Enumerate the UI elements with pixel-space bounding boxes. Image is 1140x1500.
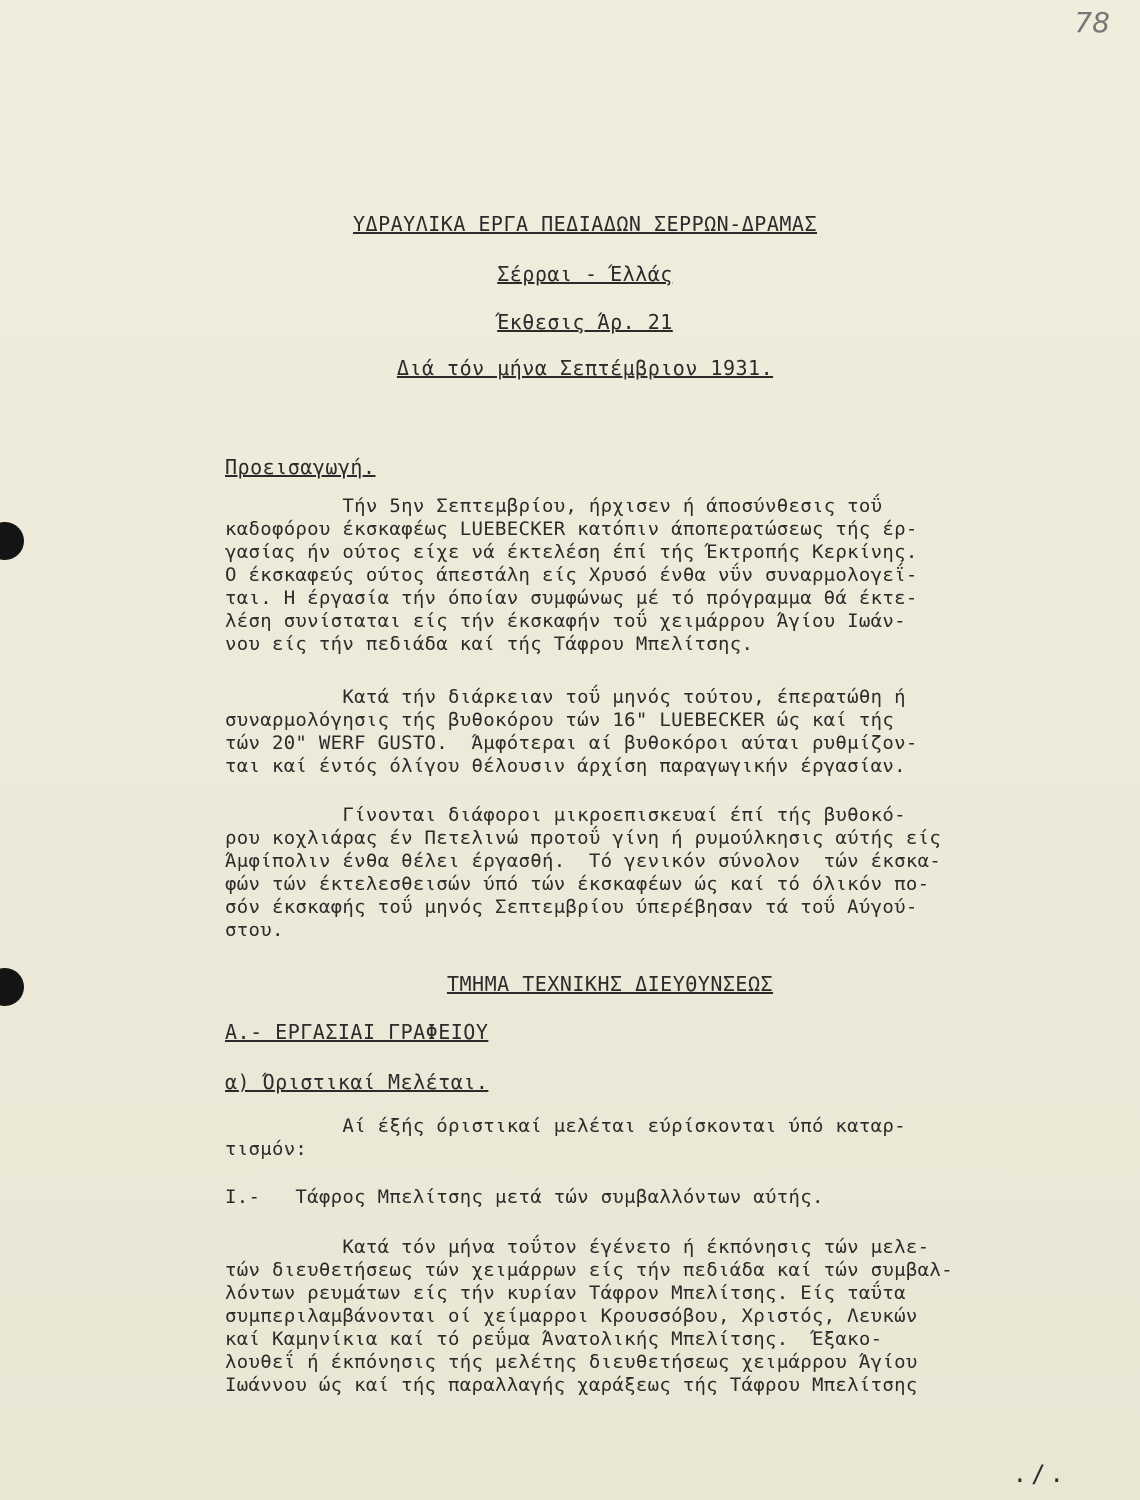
continuation-mark: ./. [1012,1460,1068,1488]
report-period: Διά τόν μήνα Σεπτέμβριον 1931. [396,356,774,380]
intro-paragraph-3: Γίνονται διάφοροι μικροεπισκευαί έπί τής βυθοκό- ρου κοχλιάρας έν Πετελινώ προτοΰ γίνη ή ρυμούλκησις αύτής είς Άμφίπολιν ένθα θέλει έργασθή. Τό γενικόν σύνολον τών έκσκα- φών τών έκτελεσθεισών ύπό τών έκσκαφέων ώς καί τό όλικόν πο- σόν έκσκαφής τοΰ μηνός Σεπτεμβρίου ύπερέβησαν τά τοΰ Αύγού- στου. [225,804,942,941]
intro-paragraph-2: Κατά τήν διάρκειαν τοΰ μηνός τούτου, έπερατώθη ή συναρμολόγησις τής βυθοκόρου τών 16" LUEBECKER ώς καί τής τών 20" WERF GUSTO. Άμφότεραι αί βυθοκόροι αύται ρυθμίζον- ται καί έντός όλίγου θέλουσιν άρχίση παραγωγικήν έργασίαν. [225,686,918,777]
studies-intro-text: Αί έξής όριστικαί μελέται εύρίσκονται ύπό καταρ- τισμόν: [225,1115,906,1160]
subsection-title: Α.- ΕΡΓΑΣΙΑΙ ΓΡΑΦΕΙΟΥ [225,1020,489,1044]
intro-paragraph-1: Τήν 5ην Σεπτεμβρίου, ήρχισεν ή άποσύνθεσις τοΰ καδοφόρου έκσκαφέως LUEBECKER κατόπιν άποπερατώσεως τής έρ- γασίας ήν ούτος είχε νά έκτελέση έπί τής Έκτροπής Κερκίνης. Ο έκσκαφεύς ούτος άπεστάλη είς Χρυσό ένθα νΰν συναρμολογεΐ- ται. Η έργασία τήν όποίαν συμφώνως μέ τό πρόγραμμα θά έκτε- λέση συνίσταται είς τήν έκσκαφήν τοΰ χειμάρρου Άγίου Ιωάν- νου είς τήν πεδιάδα καί τής Τάφρου Μπελίτσης. [225,495,918,655]
punch-hole-top [0,522,24,560]
document-title: ΥΔΡΑΥΛΙΚΑ ΕΡΓΑ ΠΕΔΙΑΔΩΝ ΣΕΡΡΩΝ-ΔΡΑΜΑΣ [352,212,818,236]
report-number: Έκθεσις Άρ. 21 [497,310,673,334]
section-title: ΤΜΗΜΑ ΤΕΧΝΙΚΗΣ ΔΙΕΥΘΥΝΣΕΩΣ [446,972,774,996]
document-location: Σέρραι - Έλλάς [497,262,673,286]
item-heading: Ι.- Τάφρος Μπελίτσης μετά τών συμβαλλόντων αύτής. [225,1186,824,1208]
intro-heading: Προεισαγωγή. [225,455,376,479]
sub-subsection-title: α) Όριστικαί Μελέται. [225,1070,489,1094]
item-paragraph: Κατά τόν μήνα τοΰτον έγένετο ή έκπόνησις τών μελε- τών διευθετήσεως τών χειμάρρων είς τήν πεδιάδα καί τών συμβαλ- λόντων ρευμάτων είς τήν κυρίαν Τάφρον Μπελίτσης. Είς ταΰτα συμπεριλαμβάνονται οί χείμαρροι Κρουσσόβου, Χριστός, Λευκών καί Καμηνίκια καί τό ρεΰμα Άνατολικής Μπελίτσης. Έξακο- λουθεΐ ή έκπόνησις τής μελέτης διευθετήσεως χειμάρρου Άγίου Ιωάννου ώς καί τής παραλλαγής χαράξεως τής Τάφρου Μπελίτσης [225,1236,953,1396]
page-number: 78 [1074,6,1110,39]
